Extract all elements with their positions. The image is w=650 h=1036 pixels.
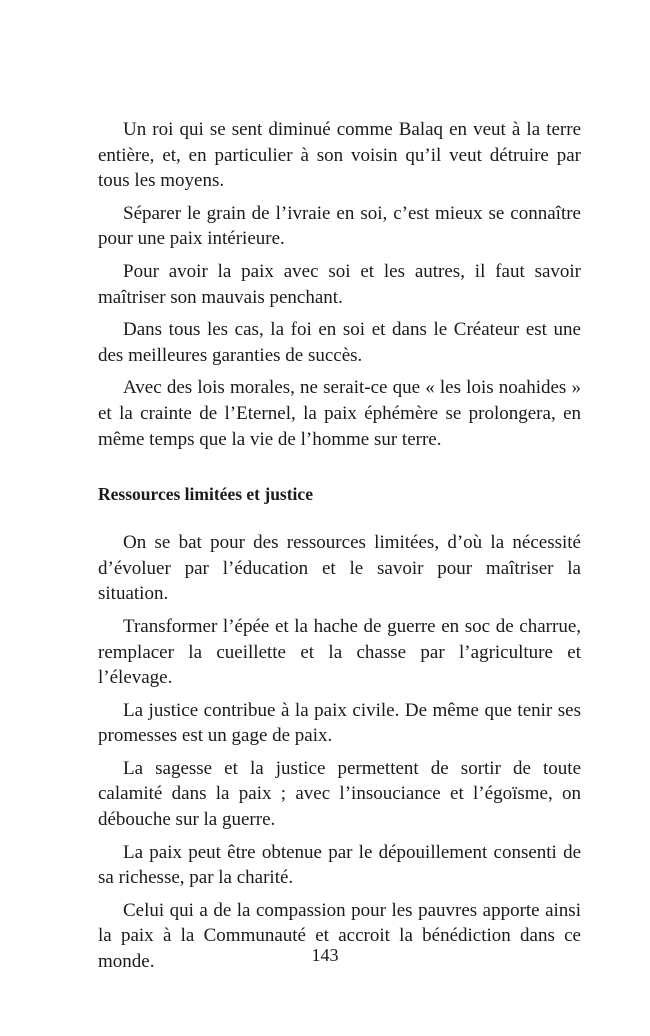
paragraph: Un roi qui se sent diminué comme Balaq en veut à la terre entière, et, en particulier à son voisin qu’il veut détruire par tous les moyens.	[98, 119, 581, 192]
section-spacer	[98, 459, 581, 482]
paragraph: Avec des lois morales, ne serait-ce que « les lois noahides » et la crainte de l’Eternel, la paix éphémère se prolongera, en même temps que la vie de l’homme sur terre.	[98, 377, 581, 450]
page-number: 143	[311, 945, 339, 965]
paragraph: Séparer le grain de l’ivraie en soi, c’est mieux se connaître pour une paix intérieure.	[98, 202, 581, 250]
page-body	[98, 117, 581, 982]
paragraph: On se bat pour des ressources limitées, d’où la nécessité d’évoluer par l’éducation et le savoir pour maîtriser la situation.	[98, 532, 581, 605]
section-heading: Ressources limitées et justice	[98, 484, 313, 505]
paragraph: Celui qui a de la compassion pour les pauvres apporte ainsi la paix à la Communauté et accroit la bénédiction dans ce monde.	[98, 899, 581, 973]
paragraph: La paix peut être obtenue par le dépouillement consenti de sa richesse, par la charité.	[98, 841, 581, 889]
paragraph: La sagesse et la justice permettent de sortir de toute calamité dans la paix ; avec l’insouciance et l’égoïsme, on débouche sur la guerre.	[98, 757, 581, 831]
paragraph: Transformer l’épée et la hache de guerre en soc de charrue, remplacer la cueillette et la chasse par l’agriculture et l’élevage.	[98, 615, 581, 689]
paragraph: La justice contribue à la paix civile. De même que tenir ses promesses est un gage de paix.	[98, 699, 581, 747]
paragraph: Pour avoir la paix avec soi et les autres, il faut savoir maîtriser son mauvais penchant.	[98, 260, 581, 308]
paragraph: Dans tous les cas, la foi en soi et dans le Créateur est une des meilleures garanties de succès.	[98, 319, 581, 366]
